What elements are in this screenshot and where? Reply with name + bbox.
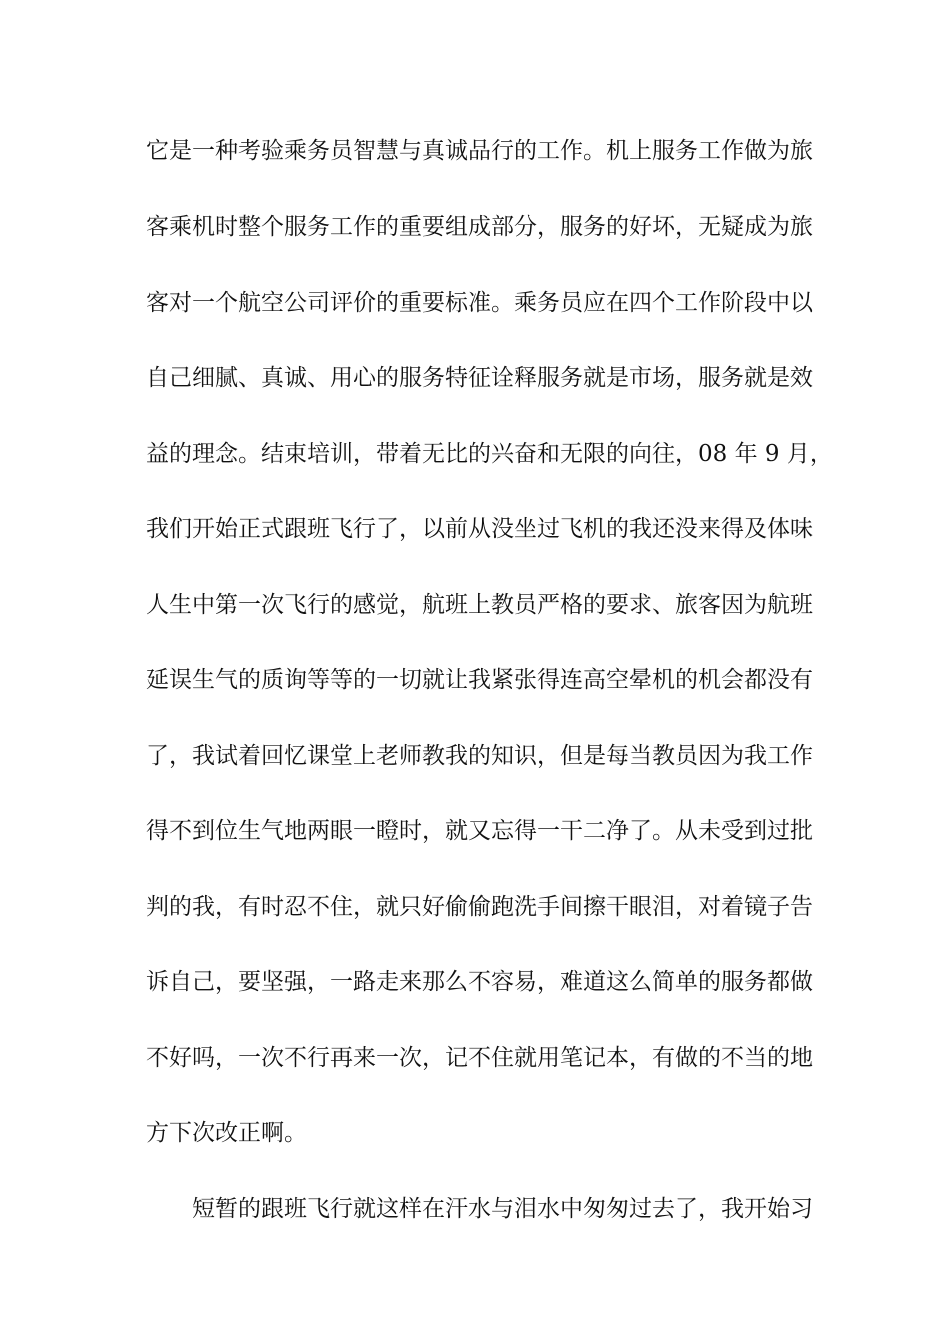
paragraph-line: 判的我，有时忍不住，就只好偷偷跑洗手间擦干眼泪，对着镜子告 <box>146 894 813 920</box>
paragraph-line: 客乘机时整个服务工作的重要组成部分，服务的好坏，无疑成为旅 <box>146 214 813 240</box>
paragraph-line: 客对一个航空公司评价的重要标准。乘务员应在四个工作阶段中以 <box>146 290 813 316</box>
paragraph-line: 人生中第一次飞行的感觉，航班上教员严格的要求、旅客因为航班 <box>146 592 813 618</box>
paragraph-line: 诉自己，要坚强，一路走来那么不容易，难道这么简单的服务都做 <box>146 969 813 995</box>
paragraph-line: 延误生气的质询等等的一切就让我紧张得连高空晕机的机会都没有 <box>146 667 813 693</box>
paragraph-first-line: 短暂的跟班飞行就这样在汗水与泪水中匆匆过去了，我开始习 <box>192 1196 813 1222</box>
paragraph-line: 我们开始正式跟班飞行了，以前从没坐过飞机的我还没来得及体味 <box>146 516 813 542</box>
paragraph-last-line: 方下次改正啊。 <box>146 1120 307 1146</box>
paragraph-line: 它是一种考验乘务员智慧与真诚品行的工作。机上服务工作做为旅 <box>146 138 813 164</box>
paragraph-line: 了，我试着回忆课堂上老师教我的知识，但是每当教员因为我工作 <box>146 743 813 769</box>
paragraph-line: 不好吗，一次不行再来一次，记不住就用笔记本，有做的不当的地 <box>146 1045 813 1071</box>
paragraph-line: 自己细腻、真诚、用心的服务特征诠释服务就是市场，服务就是效 <box>146 365 813 391</box>
paragraph-line: 益的理念。结束培训，带着无比的兴奋和无限的向往，08 年 9 月， <box>146 441 833 467</box>
paragraph-line: 得不到位生气地两眼一瞪时，就又忘得一干二净了。从未受到过批 <box>146 818 813 844</box>
